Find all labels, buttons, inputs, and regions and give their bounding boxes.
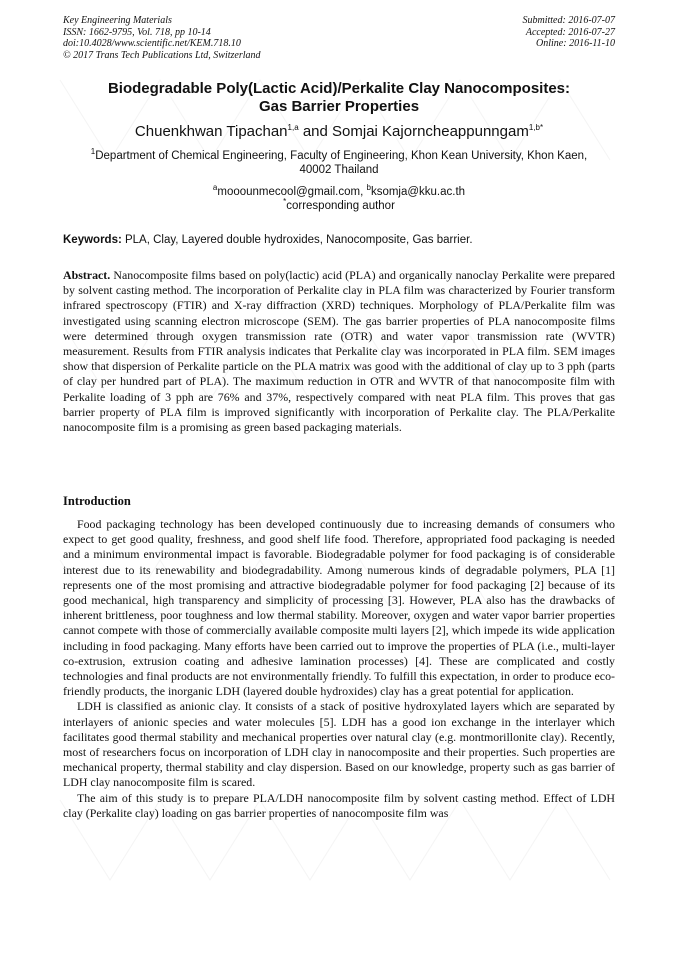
journal-copyright: © 2017 Trans Tech Publications Ltd, Switzerland [63,49,261,61]
accepted-date: Accepted: 2016-07-27 [525,26,615,38]
introduction-heading: Introduction [63,494,131,508]
affiliation-marker: 1 [90,147,96,157]
journal-issn: ISSN: 1662-9795, Vol. 718, pp 10-14 [63,26,211,38]
affiliation [63,149,615,177]
author-separator: and [298,123,333,140]
intro-paragraph-2: LDH is classified as anionic clay. It consists of a stack of positive hydroxylated layers which are separated by interlayers of anionic species and water molecules [5]. LDH has a good ion exchange in the interlayer which facilitates good thermal stability and mechanical properties over natural clay (e.g. montmorillonite clay). Recently, most of researchers focus on incorporation of LDH clay in nanocomposite and their properties. Such properties are mechanical property, thermal stability and clay dispersion. Based on our knowledge, property such as gas barrier of LDH clay nanocomposite film is scared. [63,699,615,790]
email-a: mooounmecool@gmail.com, [217,186,367,198]
intro-paragraph-1: Food packaging technology has been developed continuously due to increasing demands of consumers who expect to get good quality, freshness, and good shelf life food. Therefore, appropriated food packaging is needed and a minimum environmental impact is favorable. Biodegradable polymer for food packaging is of considerable interest due to its renewability and biodegradability. Among numerous kinds of degradable polymers, PLA [1] represents one of the most promising and attractive biodegradable polymer for food packaging [2] because of its good mechanical, high transparency and simplicity of processing [3]. However, PLA also has the drawbacks of inherent brittleness, poor toughness and low thermal stability. Moreover, oxygen and water vapor barrier properties cannot compete with those of commercially available composite multi layers [2], which impede its wide application including in food packaging. Many efforts have been carried out to improve the properties of PLA (i.e., multi-layer co-extrusion, extrusion coating and adhesive lamination processes) [4]. These are complicated and costly technologies and final products are not environmentally friendly. To fulfill this expectation, in order to produce eco-friendly products, the inorganic LDH (layered double hydroxides) clay has a great potential for application. [63,517,615,699]
journal-info [63,15,261,61]
journal-header [63,15,615,61]
corresponding-note: corresponding author [286,200,395,212]
abstract-label: Abstract. [63,268,111,282]
keywords-label: Keywords: [63,234,122,246]
author-2-affil: 1,b* [528,123,544,132]
abstract-text: Nanocomposite films based on poly(lactic) acid (PLA) and organically nanoclay Perkalite were prepared by solvent casting method. The incorporation of Perkalite clay in PLA film was characterized by Fourier transform infrared spectroscopy (FTIR) and X-ray diffraction (XRD) techniques. Morphology of PLA/Perkalite film was investigated using scanning electron microscope (SEM). The gas barrier properties of PLA nanocomposite films were determined through oxygen transmission rate (OTR) and water vapor transmission rate (WVTR) measurement. Results from FTIR analysis indicates that Perkalite clay was incorporated in PLA film. SEM images show that dispersion of Perkalite particle on the PLA matrix was good with the additional of clay up to 3 pph (parts of clay per hundred part of PLA). The maximum reduction in OTR and WVTR of that nanocomposite film with Perkalite loading of 3 pph are 76% and 37%, respectively compared with neat PLA film. This proves that gas barrier property of PLA film is improved significantly with incorporation of Perkalite clay. The PLA/Perkalite nanocomposite film is a promising as green based packaging materials. [63,268,615,435]
corresponding-marker: * [283,197,287,207]
submitted-date: Submitted: 2016-07-07 [522,15,615,26]
paper-title [63,80,615,116]
keywords-text: PLA, Clay, Layered double hydroxides, Nanocomposite, Gas barrier. [121,234,473,246]
title-line-2: Gas Barrier Properties [258,98,420,115]
abstract [63,268,615,435]
author-2: Somjai Kajorncheappunngam [332,123,529,140]
introduction-body [63,517,615,821]
affiliation-line-2: 40002 Thailand [299,164,379,176]
journal-name: Key Engineering Materials [63,15,172,26]
author-list [63,123,615,140]
journal-doi: doi:10.4028/www.scientific.net/KEM.718.10 [63,38,241,49]
email-b: ksomja@kku.ac.th [370,186,466,198]
title-line-1: Biodegradable Poly(Lactic Acid)/Perkalite Clay Nanocomposites: [107,80,571,97]
intro-paragraph-3: The aim of this study is to prepare PLA/LDH nanocomposite film by solvent casting method. Effect of LDH clay (Perkalite clay) loading on gas barrier properties of nanocomposite film was [63,790,615,820]
contact-emails [63,185,615,213]
author-1: Chuenkhwan Tipachan [134,123,288,140]
online-date: Online: 2016-11-10 [536,38,615,49]
keywords [63,234,615,246]
author-1-affil: 1,a [287,123,299,132]
affiliation-line-1: Department of Chemical Engineering, Faculty of Engineering, Khon Kean University, Khon Kaen, [95,150,588,162]
publication-dates [523,15,616,61]
email-b-marker: b [366,183,371,193]
email-a-marker: a [212,183,218,193]
